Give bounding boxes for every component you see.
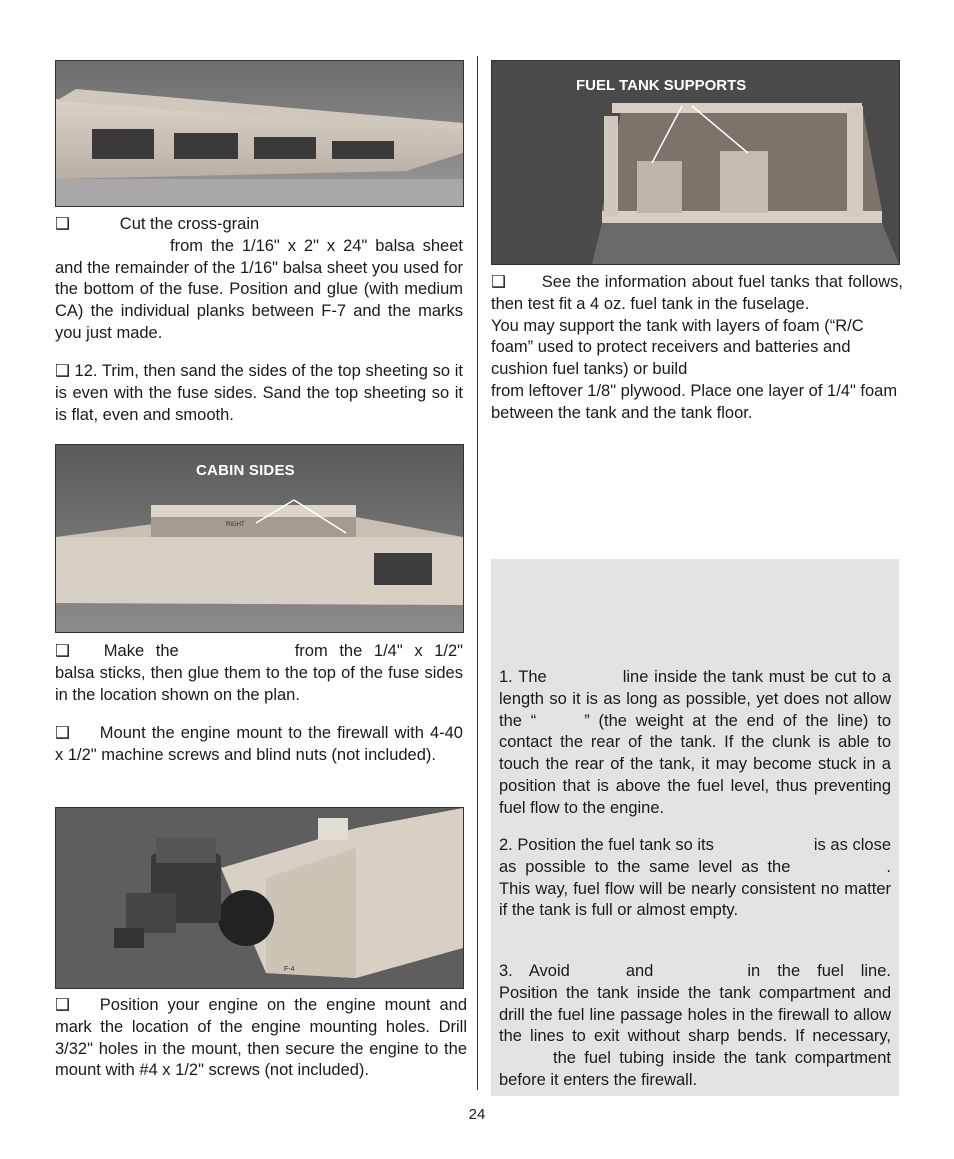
photo-fuse-top-sheeting — [55, 60, 464, 207]
step-12-trim-sand: ❑ 12. Trim, then sand the sides of the top sheeting so it is even with the fuse sides. Sand the top sheeting so it is flat, even and smooth. — [55, 362, 463, 424]
step-cut-cross-grain: ❑ Cut the cross-grain from the 1/16" x 2" x 24" balsa sheet and the remainder of the 1/16" balsa sheet you used for the bottom of the fuse. Position and glue (with medium CA) the individual planks between F-7 and the marks you just made. — [55, 215, 463, 342]
step-mount-engine-mount: ❑ Mount the engine mount to the firewall with 4-40 x 1/2" machine screws and blind nuts (not included). — [55, 724, 463, 764]
checkbox[interactable]: ❑ — [55, 362, 70, 380]
checkbox[interactable]: ❑ — [55, 996, 70, 1014]
checkbox[interactable]: ❑ — [55, 724, 70, 742]
photo-engine-on-mount — [55, 807, 464, 989]
photo-cabin-sides — [55, 444, 464, 633]
fuse-top-illustration — [56, 61, 463, 206]
checkbox[interactable]: ❑ — [491, 273, 506, 291]
f4-stamp: F-4 — [284, 966, 295, 973]
photo-fuel-tank-supports — [491, 60, 900, 265]
page-number: 24 — [468, 1106, 486, 1123]
cabin-sides-label: CABIN SIDES — [196, 462, 295, 479]
checkbox[interactable]: ❑ — [55, 642, 70, 660]
step-fuel-tank-fit: ❑ See the information about fuel tanks that follows, then test fit a 4 oz. fuel tank in the fuselage. You may support the tank with layers of foam (“R/C foam” used to protect receivers and batteries and cushion fuel tanks) or build from leftover 1/8" plywood. Place one layer of 1/4" foam between the tank and the tank floor. — [491, 273, 903, 422]
fuel-tank-supports-label: FUEL TANK SUPPORTS — [576, 77, 747, 94]
tip-clunk-line: 1. The line inside the tank must be cut to a length so it is as long as possible, yet does not allow the “ ” (the weight at the end of the line) to contact the rear of the tank. If the clunk is able to touch the rear of the tank, it may become stuck in a position that is above the fuel level, thus preventing fuel flow to the engine. — [499, 668, 891, 817]
tip-avoid-kinks: 3. Avoid and in the fuel line. Position the tank inside the tank compartment and drill the fuel line passage holes in the firewall to allow the lines to exit without sharp bends. If necessary,the fuel tubing inside the tank compartment before it enters the firewall. — [499, 962, 891, 1089]
right-stamp: RIGHT — [226, 522, 245, 528]
tip-tank-position: 2. Position the fuel tank so its is as close as possible to the same level as the . This way, fuel flow will be nearly consistent no matter if the tank is full or almost empty. — [499, 836, 892, 920]
step-make-cabin-sides: ❑ Make the from the 1/4" x 1/2" balsa sticks, then glue them to the top of the fuse sides in the location shown on the plan. — [55, 642, 463, 704]
column-divider — [477, 56, 478, 1090]
step-position-engine: ❑ Position your engine on the engine mount and mark the location of the engine mounting holes. Drill 3/32" holes in the mount, then secure the engine to the mount with #4 x 1/2" screws (not included). — [55, 996, 467, 1080]
checkbox[interactable]: ❑ — [55, 215, 70, 233]
